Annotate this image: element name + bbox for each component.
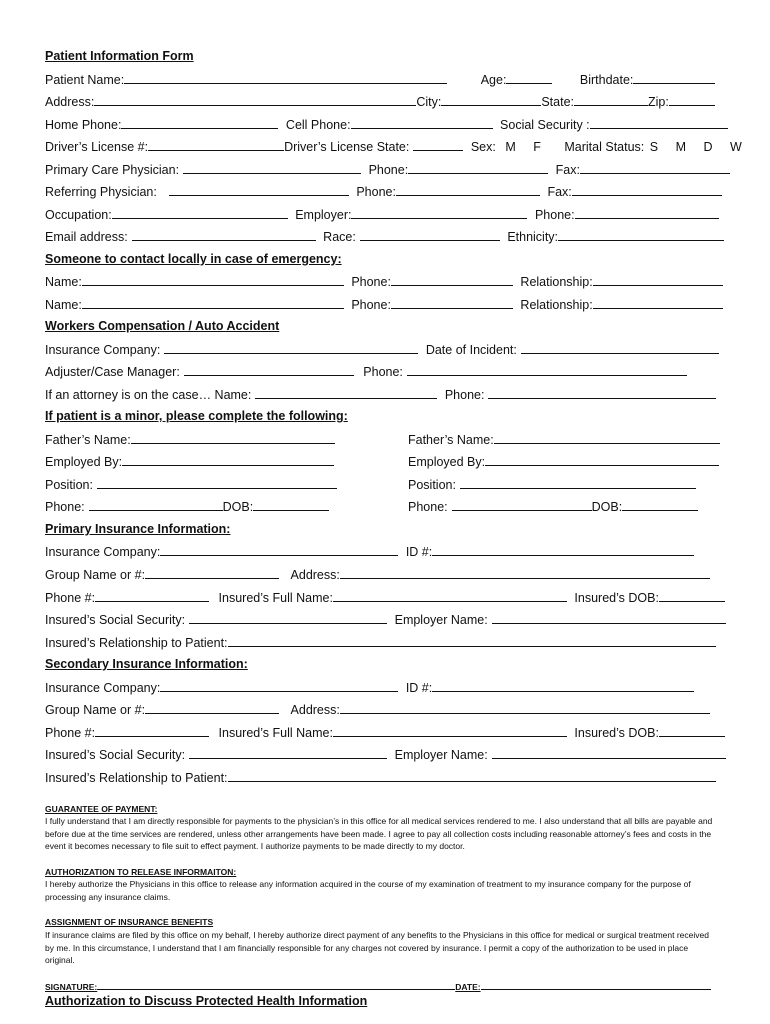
emergency-phone-label: Phone: bbox=[351, 275, 391, 289]
father-name-field[interactable] bbox=[494, 431, 720, 444]
primary-ssn-row bbox=[45, 611, 726, 628]
insured-ssn-field[interactable] bbox=[189, 611, 387, 624]
birthdate-field[interactable] bbox=[633, 71, 715, 84]
age-field[interactable] bbox=[506, 71, 552, 84]
signature-field[interactable] bbox=[97, 980, 455, 990]
insured-dob-label: Insured’s DOB: bbox=[574, 726, 659, 740]
employer-name-field[interactable] bbox=[492, 746, 726, 759]
employed-by-field[interactable] bbox=[122, 453, 334, 466]
primary-relationship-row bbox=[45, 634, 716, 651]
email-field[interactable] bbox=[132, 228, 316, 241]
phones-row bbox=[45, 116, 728, 133]
date-field[interactable] bbox=[481, 980, 711, 990]
marital-s-option[interactable]: S bbox=[649, 140, 659, 154]
primary-phone-row bbox=[45, 589, 725, 606]
pcp-row bbox=[45, 161, 730, 178]
minor-phone-left bbox=[45, 498, 329, 515]
insurance-phone-label: Phone #: bbox=[45, 726, 96, 740]
adjuster-field[interactable] bbox=[184, 363, 354, 376]
employer-label: Employer: bbox=[295, 208, 352, 222]
emergency-relationship-label: Relationship: bbox=[520, 275, 593, 289]
occupation-phone-field[interactable] bbox=[575, 206, 719, 219]
zip-field[interactable] bbox=[669, 93, 715, 106]
secondary-heading: Secondary Insurance Information: bbox=[45, 657, 248, 671]
attorney-label: If an attorney is on the case… Name: bbox=[45, 388, 252, 402]
sex-label: Sex: bbox=[470, 140, 496, 154]
insurance-phone-field[interactable] bbox=[95, 589, 209, 602]
state-field[interactable] bbox=[574, 93, 648, 106]
insured-relationship-label: Insured’s Relationship to Patient: bbox=[45, 771, 228, 785]
address-row bbox=[45, 93, 715, 110]
minor-phone-label: Phone: bbox=[45, 500, 85, 514]
insurance-id-label: ID #: bbox=[405, 545, 433, 559]
referring-field[interactable] bbox=[169, 183, 349, 196]
emergency-name-label: Name: bbox=[45, 298, 82, 312]
page-title: Patient Information Form bbox=[45, 49, 194, 63]
insured-full-name-label: Insured’s Full Name: bbox=[218, 591, 333, 605]
referring-label: Referring Physician: bbox=[45, 185, 157, 199]
license-field[interactable] bbox=[148, 138, 284, 151]
zip-label: Zip: bbox=[648, 95, 669, 109]
primary-group-row bbox=[45, 566, 710, 583]
occupation-field[interactable] bbox=[112, 206, 288, 219]
secondary-company-row bbox=[45, 679, 694, 696]
insured-full-name-label: Insured’s Full Name: bbox=[218, 726, 333, 740]
insured-dob-label: Insured’s DOB: bbox=[574, 591, 659, 605]
employed-by-field[interactable] bbox=[485, 453, 719, 466]
ssn-field[interactable] bbox=[590, 116, 728, 129]
group-field[interactable] bbox=[145, 701, 279, 714]
emergency-relationship-field[interactable] bbox=[593, 296, 723, 309]
insurance-company-label: Insurance Company: bbox=[45, 681, 161, 695]
referring-fax-field[interactable] bbox=[572, 183, 722, 196]
insurance-company-label: Insurance Company: bbox=[45, 545, 161, 559]
pcp-fax-label: Fax: bbox=[555, 163, 580, 177]
insurance-id-field[interactable] bbox=[432, 679, 694, 692]
group-label: Group Name or #: bbox=[45, 703, 146, 717]
insured-relationship-field[interactable] bbox=[228, 634, 716, 647]
insured-relationship-field[interactable] bbox=[228, 769, 716, 782]
insured-full-name-field[interactable] bbox=[333, 724, 567, 737]
cell-phone-field[interactable] bbox=[351, 116, 493, 129]
assignment-heading: ASSIGNMENT OF INSURANCE BENEFITS bbox=[45, 917, 214, 927]
sex-m-option[interactable]: M bbox=[505, 140, 516, 154]
group-field[interactable] bbox=[145, 566, 279, 579]
father-name-field[interactable] bbox=[131, 431, 335, 444]
patient-name-label: Patient Name: bbox=[45, 73, 125, 87]
license-row bbox=[45, 138, 742, 155]
cell-phone-label: Cell Phone: bbox=[285, 118, 351, 132]
date-of-incident-label: Date of Incident: bbox=[425, 343, 517, 357]
emergency-phone-label: Phone: bbox=[351, 298, 391, 312]
insured-ssn-label: Insured’s Social Security: bbox=[45, 613, 186, 627]
attorney-phone-field[interactable] bbox=[488, 386, 716, 399]
employer-name-label: Employer Name: bbox=[394, 748, 488, 762]
pcp-fax-field[interactable] bbox=[580, 161, 730, 174]
insurance-phone-field[interactable] bbox=[95, 724, 209, 737]
city-field[interactable] bbox=[441, 93, 541, 106]
release-text: I hereby authorize the Physicians in this office to release any information acquired in the course of my examination of treatment to my insurance company for the purpose of processing any insurance claims. bbox=[45, 879, 691, 902]
state-label: State: bbox=[541, 95, 575, 109]
insurance-address-label: Address: bbox=[290, 568, 340, 582]
referring-fax-label: Fax: bbox=[547, 185, 572, 199]
employer-name-field[interactable] bbox=[492, 611, 726, 624]
adjuster-phone-label: Phone: bbox=[363, 365, 403, 379]
attorney-field[interactable] bbox=[255, 386, 437, 399]
insured-dob-field[interactable] bbox=[659, 724, 725, 737]
adjuster-phone-field[interactable] bbox=[407, 363, 687, 376]
insured-dob-field[interactable] bbox=[659, 589, 725, 602]
marital-m-option[interactable]: M bbox=[675, 140, 686, 154]
license-state-label: Driver’s License State: bbox=[284, 140, 410, 154]
emergency-row-1 bbox=[45, 273, 723, 290]
employed-by-label: Employed By: bbox=[45, 455, 123, 469]
minor-dob-label: DOB: bbox=[591, 500, 623, 514]
minor-phone-right bbox=[408, 498, 698, 515]
insurance-address-label: Address: bbox=[290, 703, 340, 717]
pcp-label: Primary Care Physician: bbox=[45, 163, 180, 177]
insured-relationship-label: Insured’s Relationship to Patient: bbox=[45, 636, 228, 650]
phi-heading: Authorization to Discuss Protected Health Information bbox=[45, 994, 368, 1008]
insurance-address-field[interactable] bbox=[340, 701, 710, 714]
home-phone-label: Home Phone: bbox=[45, 118, 122, 132]
position-right bbox=[408, 476, 696, 493]
primary-company-row bbox=[45, 543, 694, 560]
email-row bbox=[45, 228, 724, 245]
patient-name-field[interactable] bbox=[124, 71, 447, 84]
minor-dob-field[interactable] bbox=[253, 498, 329, 511]
sex-f-option[interactable]: F bbox=[533, 140, 541, 154]
workers-insurance-row bbox=[45, 341, 719, 358]
ethnicity-field[interactable] bbox=[558, 228, 724, 241]
minor-phone-label: Phone: bbox=[408, 500, 448, 514]
emergency-relationship-field[interactable] bbox=[593, 273, 723, 286]
referring-row bbox=[45, 183, 722, 200]
occupation-label: Occupation: bbox=[45, 208, 112, 222]
father-name-label: Father’s Name: bbox=[45, 433, 131, 447]
employed-by-label: Employed By: bbox=[408, 455, 486, 469]
position-left bbox=[45, 476, 337, 493]
insured-full-name-field[interactable] bbox=[333, 589, 567, 602]
position-label: Position: bbox=[408, 478, 456, 492]
employer-name-label: Employer Name: bbox=[394, 613, 488, 627]
emergency-name-field[interactable] bbox=[82, 296, 344, 309]
emergency-phone-field[interactable] bbox=[391, 296, 513, 309]
insurance-address-field[interactable] bbox=[340, 566, 710, 579]
birthdate-label: Birthdate: bbox=[579, 73, 634, 87]
emergency-relationship-label: Relationship: bbox=[520, 298, 593, 312]
referring-phone-label: Phone: bbox=[356, 185, 396, 199]
address-field[interactable] bbox=[94, 93, 416, 106]
secondary-group-row bbox=[45, 701, 710, 718]
father-name-right bbox=[408, 431, 720, 448]
secondary-ssn-row bbox=[45, 746, 726, 763]
date-label: DATE: bbox=[455, 982, 481, 992]
attorney-phone-label: Phone: bbox=[444, 388, 485, 402]
group-label: Group Name or #: bbox=[45, 568, 146, 582]
position-label: Position: bbox=[45, 478, 93, 492]
patient-row bbox=[45, 71, 715, 88]
license-label: Driver’s License #: bbox=[45, 140, 149, 154]
insurance-id-field[interactable] bbox=[432, 543, 694, 556]
pcp-phone-field[interactable] bbox=[408, 161, 548, 174]
employed-left bbox=[45, 453, 334, 470]
father-name-left bbox=[45, 431, 335, 448]
minor-heading: If patient is a minor, please complete the following: bbox=[45, 409, 348, 423]
emergency-name-field[interactable] bbox=[82, 273, 344, 286]
race-label: Race: bbox=[323, 230, 356, 244]
minor-phone-field[interactable] bbox=[89, 498, 223, 511]
marital-w-option[interactable]: W bbox=[730, 140, 742, 154]
adjuster-row bbox=[45, 363, 687, 380]
pcp-phone-label: Phone: bbox=[368, 163, 409, 177]
minor-phone-field[interactable] bbox=[452, 498, 592, 511]
workers-heading: Workers Compensation / Auto Accident bbox=[45, 319, 280, 333]
insured-ssn-label: Insured’s Social Security: bbox=[45, 748, 186, 762]
release-heading: AUTHORIZATION TO RELEASE INFORMAITON: bbox=[45, 867, 237, 877]
city-label: City: bbox=[416, 95, 442, 109]
referring-phone-field[interactable] bbox=[396, 183, 540, 196]
race-field[interactable] bbox=[360, 228, 500, 241]
marital-d-option[interactable]: D bbox=[703, 140, 713, 154]
home-phone-field[interactable] bbox=[121, 116, 278, 129]
workers-insurance-label: Insurance Company: bbox=[45, 343, 161, 357]
pcp-field[interactable] bbox=[183, 161, 361, 174]
workers-insurance-field[interactable] bbox=[164, 341, 418, 354]
emergency-heading: Someone to contact locally in case of emergency: bbox=[45, 252, 342, 266]
employed-right bbox=[408, 453, 719, 470]
ethnicity-label: Ethnicity: bbox=[507, 230, 559, 244]
secondary-relationship-row bbox=[45, 769, 716, 786]
secondary-phone-row bbox=[45, 724, 725, 741]
guarantee-text: I fully understand that I am directly responsible for payments to the physician’s in this office for all medical services rendered to me. I also understand that all bills are payable and before due at the time services are rendered, unless other arrangements have been made. I agree to pay all collection costs including reasonable attorney’s fees and costs in the event it becomes necessary to file suit to effect payment. I authorize payments to be made directly to my doctor. bbox=[45, 816, 713, 851]
ssn-label: Social Security : bbox=[500, 118, 590, 132]
emergency-phone-field[interactable] bbox=[391, 273, 513, 286]
insurance-id-label: ID #: bbox=[405, 681, 433, 695]
insurance-company-field[interactable] bbox=[160, 679, 398, 692]
attorney-row bbox=[45, 386, 716, 403]
address-label: Address: bbox=[45, 95, 95, 109]
date-of-incident-field[interactable] bbox=[521, 341, 719, 354]
guarantee-heading: GUARANTEE OF PAYMENT: bbox=[45, 804, 158, 814]
minor-dob-label: DOB: bbox=[222, 500, 254, 514]
age-label: Age: bbox=[480, 73, 507, 87]
adjuster-label: Adjuster/Case Manager: bbox=[45, 365, 180, 379]
license-state-field[interactable] bbox=[413, 138, 463, 151]
occupation-phone-label: Phone: bbox=[534, 208, 575, 222]
emergency-row-2 bbox=[45, 296, 723, 313]
position-field[interactable] bbox=[97, 476, 337, 489]
employer-field[interactable] bbox=[351, 206, 527, 219]
minor-dob-field[interactable] bbox=[622, 498, 698, 511]
email-label: Email address: bbox=[45, 230, 128, 244]
position-field[interactable] bbox=[460, 476, 696, 489]
emergency-name-label: Name: bbox=[45, 275, 82, 289]
assignment-text: If insurance claims are filed by this office on my behalf, I hereby authorize direct payment of any benefits to the Physicians in this office for medical or surgical treatment received by me. In this circumstance, I understand that I am financially responsible for any charges not covered by insurance. I permit a copy of the authorization to be used in place original. bbox=[45, 930, 709, 965]
insurance-phone-label: Phone #: bbox=[45, 591, 96, 605]
father-name-label: Father’s Name: bbox=[408, 433, 494, 447]
insured-ssn-field[interactable] bbox=[189, 746, 387, 759]
insurance-company-field[interactable] bbox=[160, 543, 398, 556]
occupation-row bbox=[45, 206, 719, 223]
signature-label: SIGNATURE: bbox=[45, 982, 98, 992]
marital-status-label: Marital Status: bbox=[564, 140, 645, 154]
primary-heading: Primary Insurance Information: bbox=[45, 522, 231, 536]
